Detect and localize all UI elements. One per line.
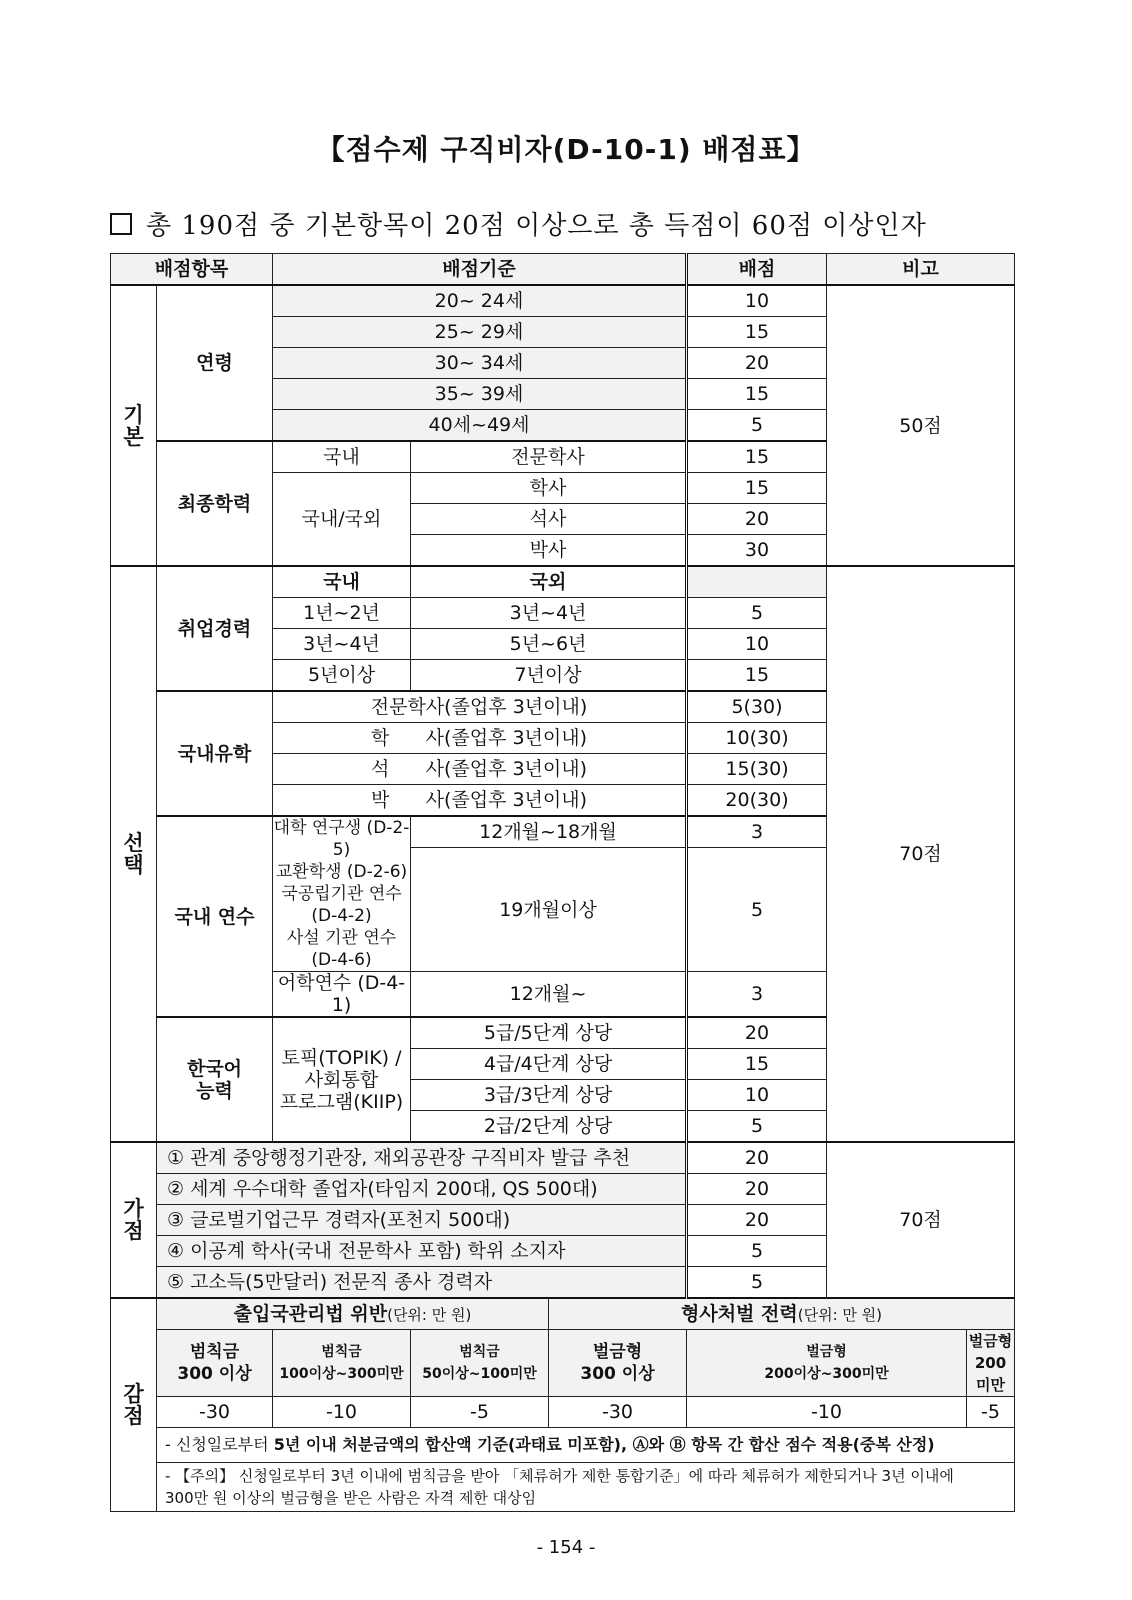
korean-level: 3급/3단계 상당 [411, 1080, 687, 1111]
training-period: 19개월이상 [411, 848, 687, 972]
bonus-item: ⑤ 고소득(5만달러) 전문직 종사 경력자 [157, 1267, 687, 1299]
optional-total: 70점 [827, 566, 1015, 1142]
edu-label: 최종학력 [157, 441, 273, 566]
subtitle [110, 205, 927, 242]
career-foreign: 3년~4년 [411, 598, 687, 629]
immigration-unit: (단위: 만 원) [387, 1305, 472, 1324]
bonus-label: 가 점 [111, 1142, 157, 1298]
bonus-score: 5 [687, 1267, 827, 1299]
career-col-foreign: 국외 [411, 566, 687, 598]
career-foreign: 7년이상 [411, 660, 687, 692]
document-title: 【점수제 구직비자(D-10-1) 배점표】 [316, 133, 816, 166]
edu-score: 15 [687, 473, 827, 504]
career-domestic: 5년이상 [273, 660, 411, 692]
deduction-note-1-prefix: - 신청일로부터 [165, 1435, 274, 1454]
deduction-label: 감 점 [111, 1298, 157, 1512]
edu-degree: 석사 [411, 504, 687, 535]
deduction-note-1 [157, 1428, 1015, 1463]
career-domestic: 3년~4년 [273, 629, 411, 660]
optional-label: 선 택 [111, 566, 157, 1142]
study-score: 20(30) [687, 785, 827, 817]
study-text: 박 사(졸업후 3년이내) [273, 785, 687, 817]
training-label: 국내 연수 [157, 816, 273, 1017]
deduction-col-head: 범칙금 50이상~100미만 [411, 1330, 549, 1397]
career-score: 15 [687, 660, 827, 692]
career-score: 5 [687, 598, 827, 629]
header-note: 비고 [827, 254, 1015, 286]
age-label: 연령 [157, 285, 273, 441]
bonus-item: ① 관계 중앙행정기관장, 재외공관장 구직비자 발급 추천 [157, 1142, 687, 1174]
age-score: 20 [687, 348, 827, 379]
bonus-score: 20 [687, 1205, 827, 1236]
study-text: 석 사(졸업후 3년이내) [273, 754, 687, 785]
age-score: 10 [687, 285, 827, 317]
criminal-title: 형사처벌 전력 [681, 1302, 798, 1325]
bonus-item: ③ 글로벌기업근무 경력자(포천지 500대) [157, 1205, 687, 1236]
deduction-score: -5 [411, 1397, 549, 1428]
korean-level: 2급/2단계 상당 [411, 1111, 687, 1143]
training-period: 12개월~18개월 [411, 816, 687, 848]
career-domestic: 1년~2년 [273, 598, 411, 629]
training-period: 12개월~ [411, 972, 687, 1018]
criminal-header [549, 1298, 1015, 1330]
study-text: 전문학사(졸업후 3년이내) [273, 691, 687, 723]
immigration-header [157, 1298, 549, 1330]
age-range: 25~ 29세 [273, 317, 687, 348]
study-score: 15(30) [687, 754, 827, 785]
edu-domestic: 국내 [273, 441, 411, 473]
training-programs: 대학 연구생 (D-2-5) 교환학생 (D-2-6) 국공립기관 연수(D-4-2) 사설 기관 연수 (D-4-6) [273, 818, 410, 970]
deduction-score: -30 [549, 1397, 687, 1428]
study-score: 10(30) [687, 723, 827, 754]
deduction-score: -5 [967, 1397, 1015, 1428]
korean-program: 토픽(TOPIK) / 사회통합 프로그램(KIIP) [273, 1017, 411, 1142]
immigration-title: 출입국관리법 위반 [233, 1302, 388, 1325]
header-criteria: 배점기준 [273, 254, 687, 286]
korean-label: 한국어 능력 [157, 1017, 273, 1142]
deduction-note-1-bold: 5년 이내 처분금액의 합산액 기준(과태료 미포함), Ⓐ와 Ⓑ 항목 간 합산 점수 적용(중복 산정) [273, 1435, 935, 1454]
bonus-item: ② 세계 우수대학 졸업자(타임지 200대, QS 500대) [157, 1174, 687, 1205]
age-range: 40세~49세 [273, 410, 687, 442]
age-range: 35~ 39세 [273, 379, 687, 410]
header-item: 배점항목 [111, 254, 273, 286]
age-range: 30~ 34세 [273, 348, 687, 379]
training-score: 3 [687, 972, 827, 1018]
header-score: 배점 [687, 254, 827, 286]
korean-level: 5급/5단계 상당 [411, 1017, 687, 1049]
career-label: 취업경력 [157, 566, 273, 691]
deduction-col-head: 벌금형 200이상~300미만 [687, 1330, 967, 1397]
edu-degree: 전문학사 [411, 441, 687, 473]
page-number: - 154 - [536, 1537, 596, 1558]
bonus-total: 70점 [827, 1142, 1015, 1298]
korean-score: 15 [687, 1049, 827, 1080]
bonus-score: 20 [687, 1174, 827, 1205]
study-text: 학 사(졸업후 3년이내) [273, 723, 687, 754]
study-label: 국내유학 [157, 691, 273, 816]
training-score: 3 [687, 816, 827, 848]
age-score: 5 [687, 410, 827, 442]
deduction-col-head: 범칙금 100이상~300미만 [273, 1330, 411, 1397]
career-score: 10 [687, 629, 827, 660]
deduction-score: -10 [273, 1397, 411, 1428]
bonus-item: ④ 이공계 학사(국내 전문학사 포함) 학위 소지자 [157, 1236, 687, 1267]
edu-score: 30 [687, 535, 827, 567]
basic-total: 50점 [827, 285, 1015, 566]
score-table [110, 253, 1015, 1512]
criminal-unit: (단위: 만 원) [797, 1305, 883, 1324]
career-col-domestic: 국내 [273, 566, 411, 598]
career-score-header [687, 566, 827, 598]
korean-level: 4급/4단계 상당 [411, 1049, 687, 1080]
basic-label: 기 본 [111, 285, 157, 566]
career-foreign: 5년~6년 [411, 629, 687, 660]
subtitle-text: 총 190점 중 기본항목이 20점 이상으로 총 득점이 60점 이상인자 [146, 211, 927, 241]
deduction-col-head: 벌금형 300 이상 [549, 1330, 687, 1397]
header-row [111, 254, 1015, 286]
age-range: 20~ 24세 [273, 285, 687, 317]
edu-both: 국내/국외 [273, 473, 411, 567]
training-score: 5 [687, 848, 827, 972]
korean-score: 10 [687, 1080, 827, 1111]
edu-degree: 학사 [411, 473, 687, 504]
deduction-col-head: 벌금형 200 미만 [967, 1330, 1015, 1397]
checkbox-icon [110, 213, 132, 235]
bonus-score: 5 [687, 1236, 827, 1267]
deduction-score: -10 [687, 1397, 967, 1428]
training-lang-program: 어학연수 (D-4-1) [273, 972, 411, 1018]
edu-score: 20 [687, 504, 827, 535]
study-score: 5(30) [687, 691, 827, 723]
deduction-col-head: 범칙금 300 이상 [157, 1330, 273, 1397]
bonus-score: 20 [687, 1142, 827, 1174]
korean-score: 5 [687, 1111, 827, 1143]
deduction-note-2: - 【주의】 신청일로부터 3년 이내에 범칙금을 받아 「체류허가 제한 통합기준」에 따라 체류허가 제한되거나 3년 이내에 300만 원 이상의 벌금형을 받은 사람은 자격 제한 대상임 [157, 1463, 1015, 1512]
edu-degree: 박사 [411, 535, 687, 567]
age-score: 15 [687, 317, 827, 348]
age-score: 15 [687, 379, 827, 410]
deduction-score: -30 [157, 1397, 273, 1428]
edu-score: 15 [687, 441, 827, 473]
korean-score: 20 [687, 1017, 827, 1049]
